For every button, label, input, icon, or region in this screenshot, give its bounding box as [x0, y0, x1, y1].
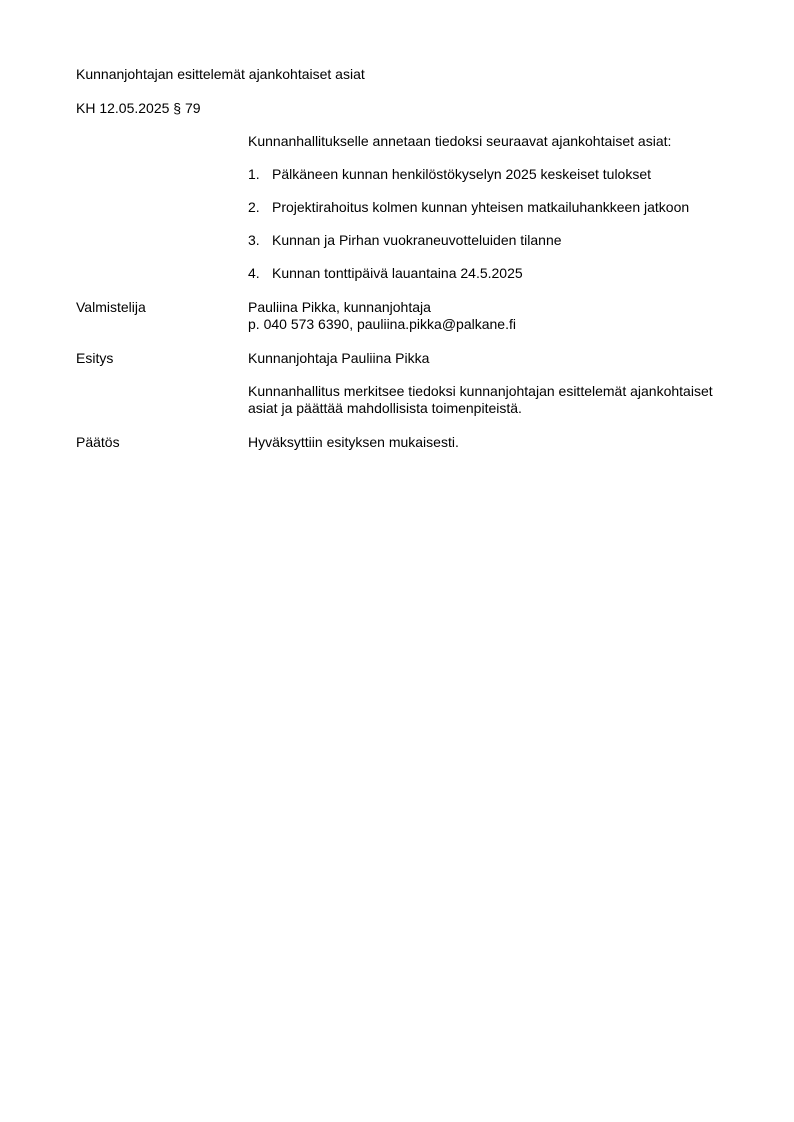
- proposal-row: [76, 350, 746, 417]
- agenda-list: [248, 166, 743, 282]
- proposal-presenter: Kunnanjohtaja Pauliina Pikka: [248, 350, 430, 366]
- list-item-number: 4.: [248, 265, 260, 281]
- list-item-text: Kunnan tonttipäivä lauantaina 24.5.2025: [272, 265, 523, 281]
- decision-content: [248, 434, 743, 451]
- list-item: [248, 166, 743, 183]
- list-item-number: 1.: [248, 166, 260, 182]
- meeting-reference: KH 12.05.2025 § 79: [76, 100, 201, 116]
- preparer-contact: p. 040 573 6390, pauliina.pikka@palkane.fi: [248, 316, 516, 332]
- decision-text: Hyväksyttiin esityksen mukaisesti.: [248, 434, 459, 450]
- intro-content: [248, 133, 743, 299]
- preparer-label: Valmistelija: [76, 299, 146, 315]
- proposal-text-line2: asiat ja päättää mahdollisista toimenpiteistä.: [248, 400, 522, 416]
- list-item: [248, 265, 743, 282]
- proposal-content: [248, 350, 743, 417]
- preparer-name: Pauliina Pikka, kunnanjohtaja: [248, 299, 431, 315]
- preparer-row: [76, 299, 746, 333]
- decision-label: Päätös: [76, 434, 120, 450]
- list-item: [248, 199, 743, 216]
- list-item-number: 2.: [248, 199, 260, 215]
- document-title: Kunnanjohtajan esittelemät ajankohtaiset asiat: [76, 66, 365, 82]
- decision-row: [76, 434, 746, 451]
- preparer-content: [248, 299, 743, 333]
- intro-text: Kunnanhallitukselle annetaan tiedoksi seuraavat ajankohtaiset asiat:: [248, 133, 672, 149]
- list-item-text: Kunnan ja Pirhan vuokraneuvotteluiden tilanne: [272, 232, 562, 248]
- list-item: [248, 232, 743, 249]
- proposal-label: Esitys: [76, 350, 114, 366]
- intro-row: [76, 133, 746, 299]
- proposal-text-line1: Kunnanhallitus merkitsee tiedoksi kunnanjohtajan esittelemät ajankohtaiset: [248, 383, 713, 399]
- list-item-text: Projektirahoitus kolmen kunnan yhteisen matkailuhankkeen jatkoon: [272, 199, 690, 215]
- list-item-number: 3.: [248, 232, 260, 248]
- document-page: [76, 66, 746, 451]
- list-item-text: Pälkäneen kunnan henkilöstökyselyn 2025 keskeiset tulokset: [272, 166, 652, 182]
